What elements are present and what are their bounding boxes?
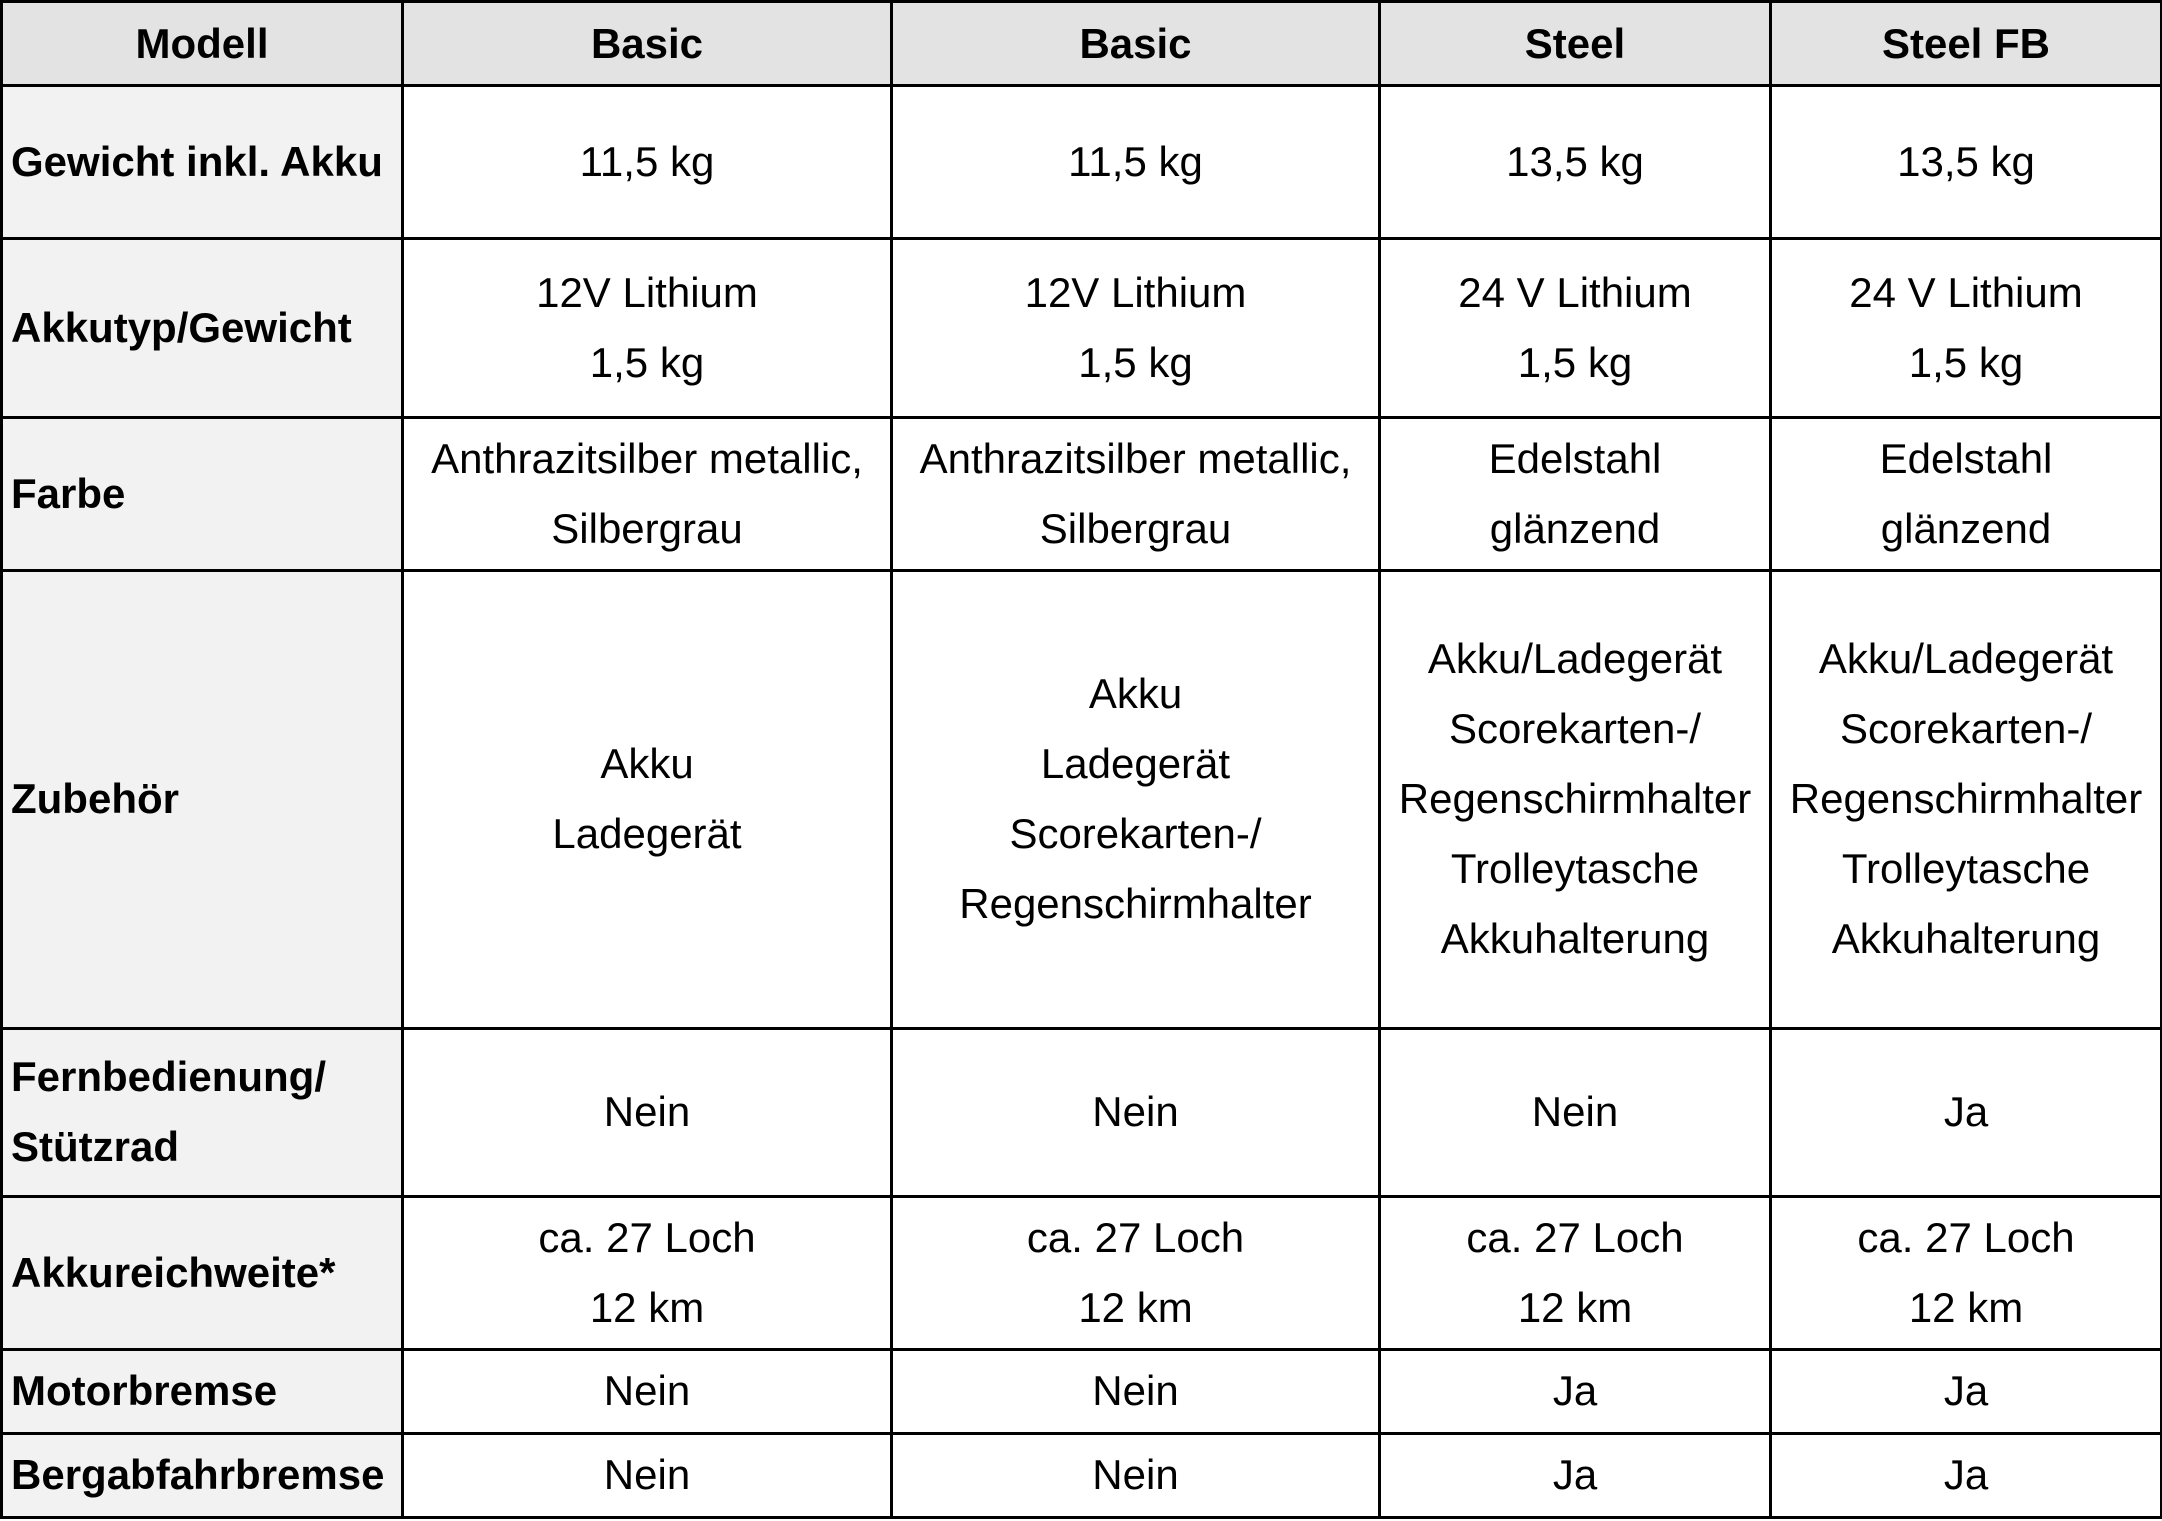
cell-text-line: Ja bbox=[1943, 1451, 1989, 1499]
row-label-line: Stützrad bbox=[11, 1123, 179, 1171]
cell-text-line: glänzend bbox=[1489, 505, 1661, 553]
cell-text-line: 1,5 kg bbox=[1517, 339, 1633, 387]
table-cell bbox=[403, 239, 892, 418]
table-cell bbox=[1380, 418, 1771, 571]
cell-text-line: Anthrazitsilber metallic, bbox=[431, 435, 863, 483]
table-cell bbox=[1380, 1433, 1771, 1517]
cell-text-line: Trolleytasche bbox=[1841, 845, 2091, 893]
cell-text-line: Ladegerät bbox=[1040, 740, 1231, 788]
header-row bbox=[2, 2, 2162, 86]
cell-text-line: Ja bbox=[1943, 1367, 1989, 1415]
table-cell bbox=[403, 1196, 892, 1349]
cell-text-line: Regenschirmhalter bbox=[959, 880, 1312, 928]
row-label-line: Bergabfahrbremse bbox=[11, 1451, 385, 1499]
table-cell bbox=[1771, 1433, 2162, 1517]
row-label bbox=[2, 1196, 403, 1349]
table-cell bbox=[892, 571, 1380, 1028]
cell-text-line: Ja bbox=[1943, 1088, 1989, 1136]
row-label bbox=[2, 1349, 403, 1433]
cell-text-line: glänzend bbox=[1880, 505, 2052, 553]
table-cell bbox=[1380, 239, 1771, 418]
row-label bbox=[2, 571, 403, 1028]
cell-text-line: 11,5 kg bbox=[579, 138, 715, 186]
table-cell bbox=[1380, 1028, 1771, 1196]
table-row bbox=[2, 571, 2162, 1028]
cell-text-line: Regenschirmhalter bbox=[1398, 775, 1752, 823]
row-label-line: Akkutyp/Gewicht bbox=[11, 304, 352, 352]
table-cell bbox=[1771, 418, 2162, 571]
table-cell bbox=[1771, 1196, 2162, 1349]
cell-text-line: Regenschirmhalter bbox=[1789, 775, 2143, 823]
row-label-line: Farbe bbox=[11, 470, 126, 518]
cell-text-line: Nein bbox=[603, 1088, 691, 1136]
cell-text-line: Akku/Ladegerät bbox=[1818, 635, 2114, 683]
table-cell bbox=[1771, 571, 2162, 1028]
table-row bbox=[2, 1028, 2162, 1196]
row-label bbox=[2, 86, 403, 239]
cell-text-line: 1,5 kg bbox=[589, 339, 705, 387]
cell-text-line: ca. 27 Loch bbox=[1026, 1213, 1245, 1261]
cell-text-line: Scorekarten-/ bbox=[1448, 705, 1702, 753]
header-label: Modell bbox=[2, 2, 403, 86]
cell-text-line: Ja bbox=[1552, 1367, 1598, 1415]
cell-text-line: 12 km bbox=[589, 1283, 705, 1331]
table-cell bbox=[892, 418, 1380, 571]
table-row bbox=[2, 1196, 2162, 1349]
cell-text-line: Scorekarten-/ bbox=[1839, 705, 2093, 753]
row-label bbox=[2, 1028, 403, 1196]
table-cell bbox=[403, 571, 892, 1028]
table-cell bbox=[403, 418, 892, 571]
table-cell bbox=[403, 1433, 892, 1517]
table-cell bbox=[892, 1028, 1380, 1196]
row-label-line: Gewicht inkl. Akku bbox=[11, 138, 383, 186]
table-cell bbox=[892, 1349, 1380, 1433]
cell-text-line: 12 km bbox=[1908, 1283, 2024, 1331]
table-cell bbox=[1771, 86, 2162, 239]
table-row bbox=[2, 1433, 2162, 1517]
cell-text-line: 1,5 kg bbox=[1908, 339, 2024, 387]
cell-text-line: 13,5 kg bbox=[1897, 138, 2035, 186]
cell-text-line: ca. 27 Loch bbox=[1857, 1213, 2075, 1261]
row-label bbox=[2, 1433, 403, 1517]
table-cell bbox=[1771, 239, 2162, 418]
row-label-line: Akkureichweite* bbox=[11, 1248, 336, 1296]
table-cell bbox=[1380, 571, 1771, 1028]
table-cell bbox=[1380, 1349, 1771, 1433]
table-row bbox=[2, 418, 2162, 571]
table-cell bbox=[403, 86, 892, 239]
header-model-4: Steel FB bbox=[1771, 2, 2162, 86]
cell-text-line: Nein bbox=[1092, 1367, 1179, 1415]
cell-text-line: 24 V Lithium bbox=[1849, 269, 2083, 317]
cell-text-line: ca. 27 Loch bbox=[538, 1213, 756, 1261]
cell-text-line: Nein bbox=[1092, 1451, 1179, 1499]
row-label bbox=[2, 418, 403, 571]
row-label-line: Fernbedienung/ bbox=[11, 1053, 326, 1101]
header-model-2: Basic bbox=[892, 2, 1380, 86]
cell-text-line: 12V Lithium bbox=[1024, 269, 1247, 317]
table-cell bbox=[403, 1349, 892, 1433]
header-model-1: Basic bbox=[403, 2, 892, 86]
cell-text-line: ca. 27 Loch bbox=[1466, 1213, 1684, 1261]
cell-text-line: 24 V Lithium bbox=[1458, 269, 1692, 317]
cell-text-line: Scorekarten-/ bbox=[1009, 810, 1262, 858]
cell-text-line: Akku/Ladegerät bbox=[1427, 635, 1723, 683]
table-row bbox=[2, 1349, 2162, 1433]
row-label-line: Motorbremse bbox=[11, 1367, 278, 1415]
table-cell bbox=[892, 239, 1380, 418]
cell-text-line: Akku bbox=[1088, 670, 1183, 718]
table-cell bbox=[1771, 1349, 2162, 1433]
cell-text-line: Akkuhalterung bbox=[1440, 915, 1710, 963]
table-row bbox=[2, 86, 2162, 239]
table-cell bbox=[1380, 1196, 1771, 1349]
cell-text-line: Nein bbox=[603, 1367, 691, 1415]
table-cell bbox=[403, 1028, 892, 1196]
cell-text-line: Trolleytasche bbox=[1450, 845, 1700, 893]
cell-text-line: Akkuhalterung bbox=[1831, 915, 2101, 963]
cell-text-line: 12 km bbox=[1517, 1283, 1633, 1331]
cell-text-line: Silbergrau bbox=[551, 505, 743, 553]
cell-text-line: Silbergrau bbox=[1039, 505, 1232, 553]
cell-text-line: Nein bbox=[603, 1451, 691, 1499]
cell-text-line: Nein bbox=[1092, 1088, 1179, 1136]
table-cell bbox=[892, 1196, 1380, 1349]
cell-text-line: Ladegerät bbox=[552, 810, 742, 858]
table-cell bbox=[892, 86, 1380, 239]
cell-text-line: 11,5 kg bbox=[1068, 138, 1203, 186]
cell-text-line: 12 km bbox=[1078, 1283, 1193, 1331]
table-cell bbox=[1380, 86, 1771, 239]
table-row bbox=[2, 239, 2162, 418]
table-cell bbox=[892, 1433, 1380, 1517]
table-cell bbox=[1771, 1028, 2162, 1196]
cell-text-line: 1,5 kg bbox=[1078, 339, 1193, 387]
header-model-3: Steel bbox=[1380, 2, 1771, 86]
row-label-line: Zubehör bbox=[11, 775, 179, 823]
cell-text-line: Anthrazitsilber metallic, bbox=[919, 435, 1352, 483]
cell-text-line: Ja bbox=[1552, 1451, 1598, 1499]
cell-text-line: 13,5 kg bbox=[1506, 138, 1644, 186]
cell-text-line: Nein bbox=[1531, 1088, 1619, 1136]
cell-text-line: 12V Lithium bbox=[536, 269, 758, 317]
row-label bbox=[2, 239, 403, 418]
cell-text-line: Edelstahl bbox=[1879, 435, 2053, 483]
cell-text-line: Akku bbox=[600, 740, 694, 788]
cell-text-line: Edelstahl bbox=[1488, 435, 1662, 483]
table-body bbox=[2, 86, 2162, 1518]
